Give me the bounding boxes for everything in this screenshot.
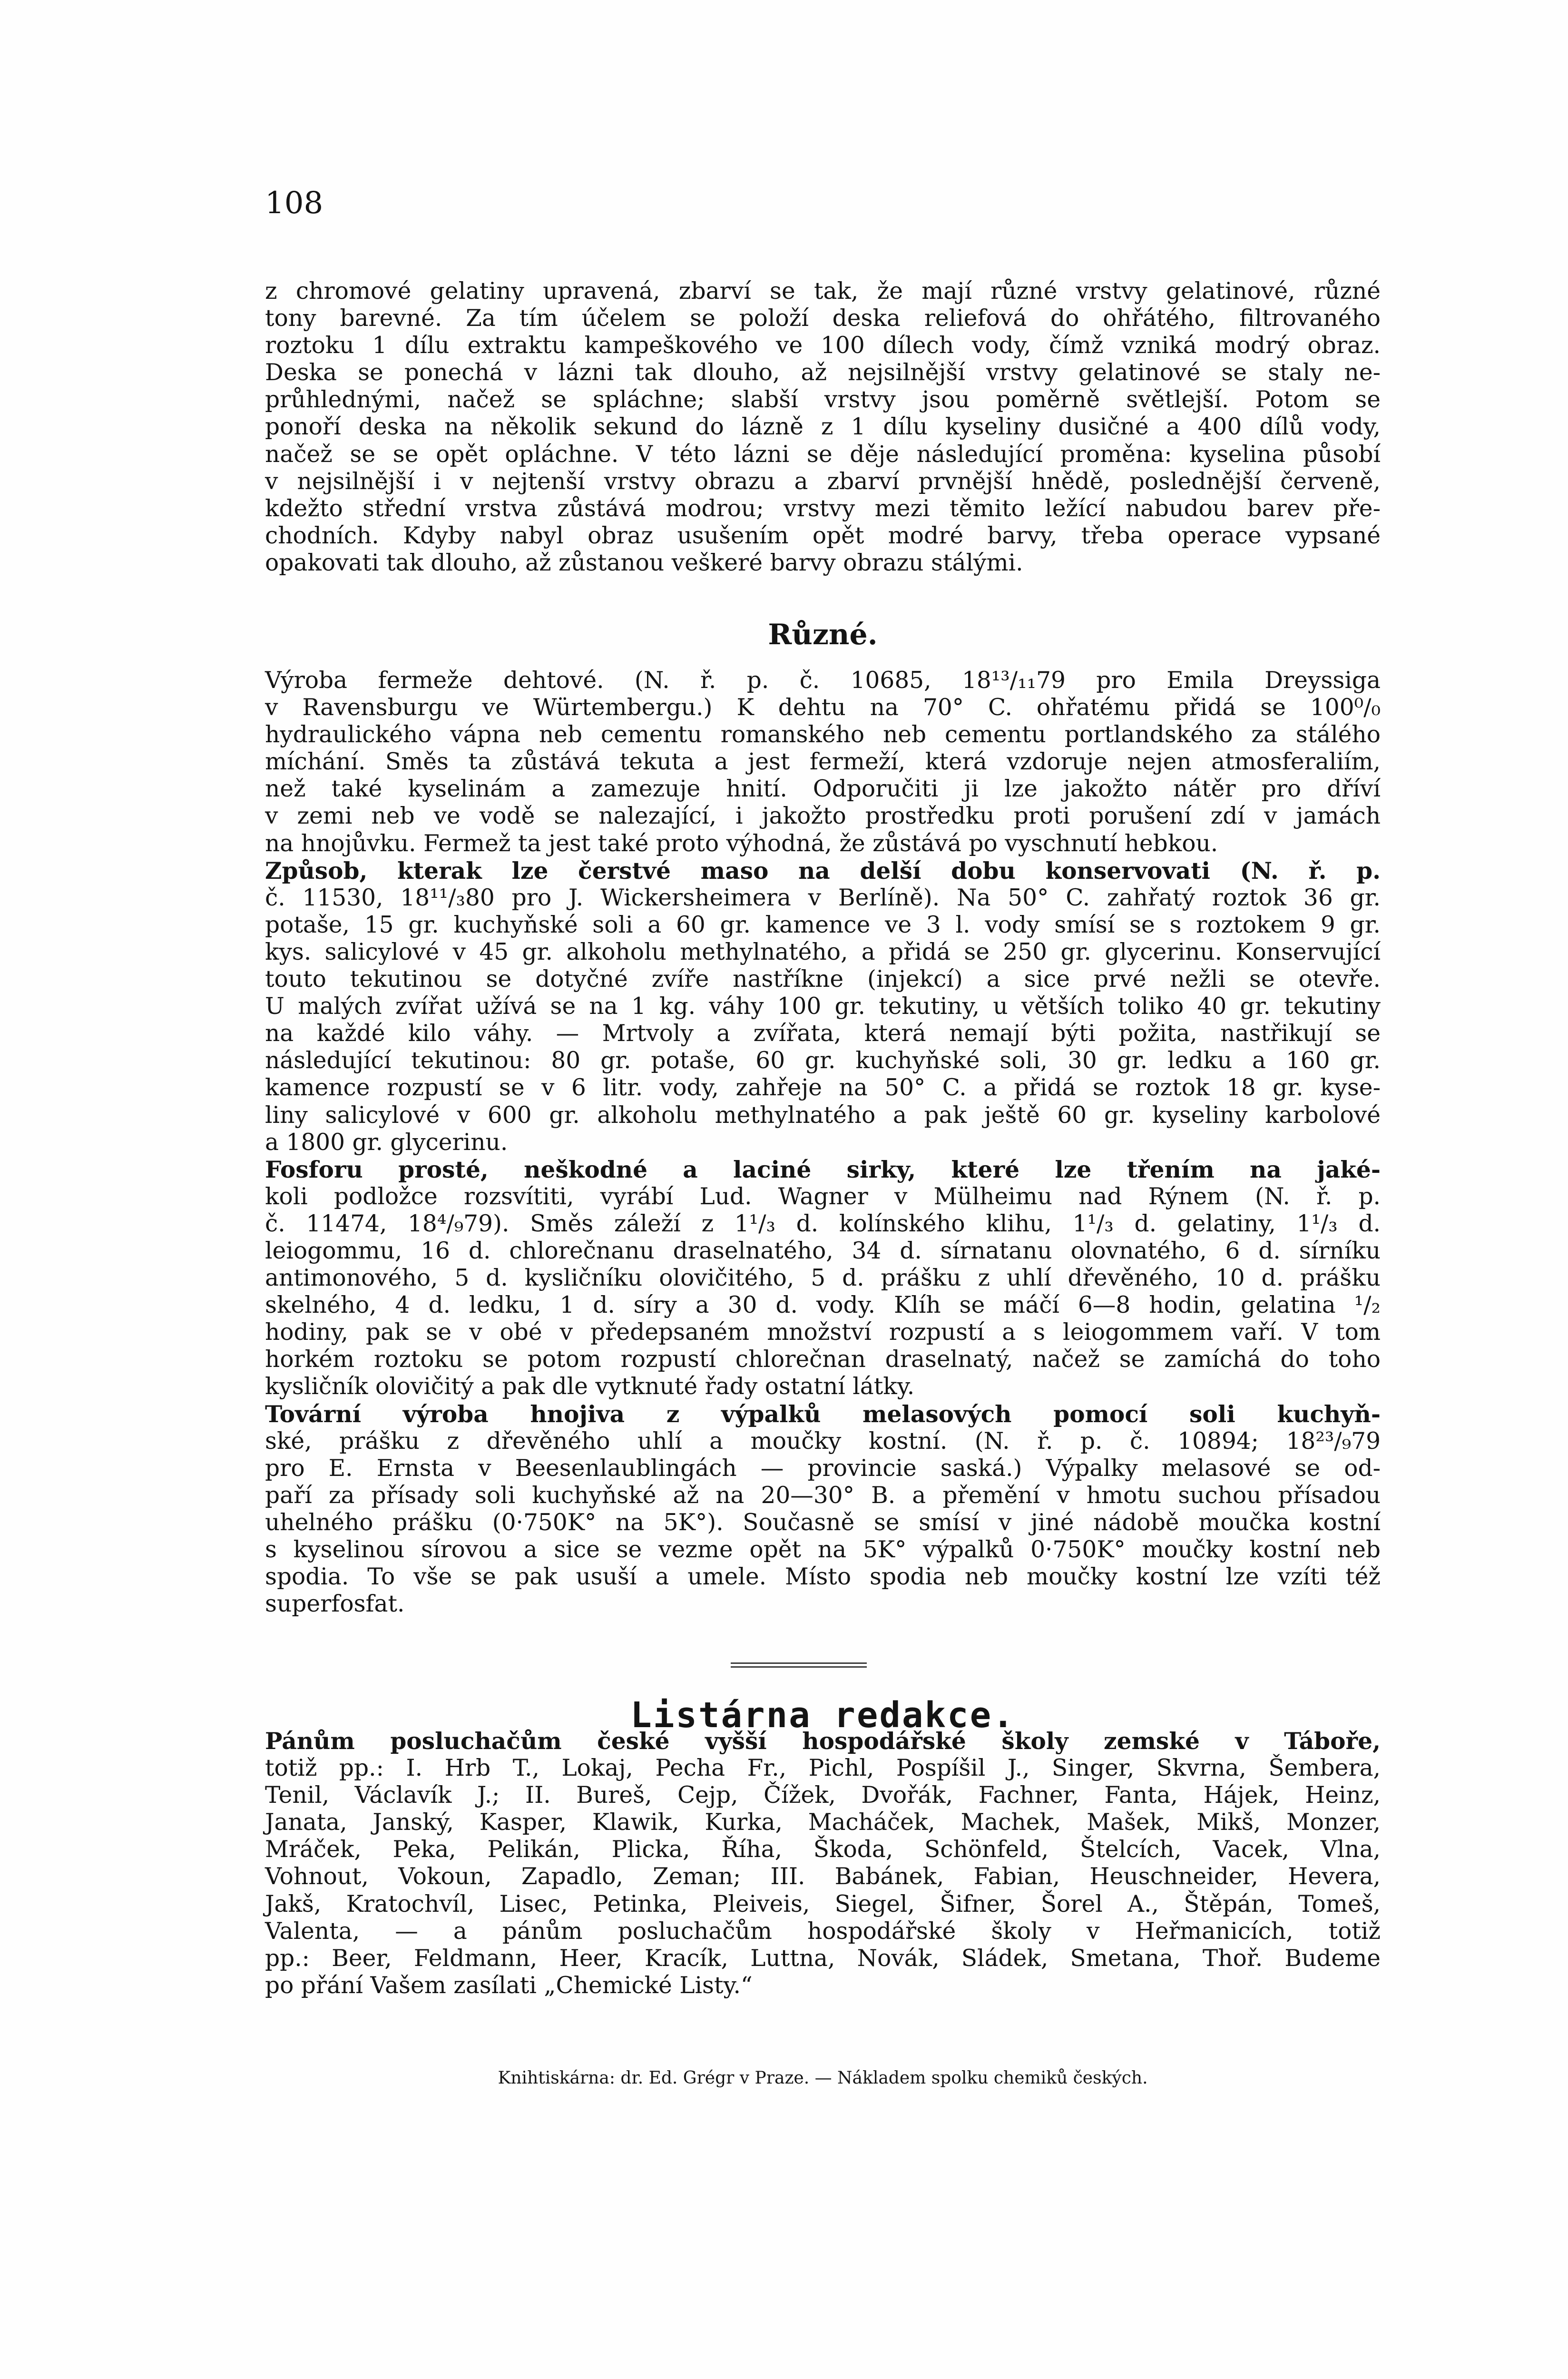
text-line: Pánům posluchačům české vyšší hospodářské školy zemské v Táboře, <box>265 1728 1381 1755</box>
section-letters-text <box>265 1728 1381 1999</box>
text-line: hodiny, pak se v obé v předepsaném množství rozpustí a s leiogommem vaří. V tom <box>265 1319 1381 1346</box>
section-heading-letters: Listárna redakce. <box>630 1695 1015 1736</box>
text-line: kys. salicylové v 45 gr. alkoholu methylnatého, a přidá se 250 gr. glycerinu. Konservující <box>265 938 1381 965</box>
text-line: totiž pp.: I. Hrb T., Lokaj, Pecha Fr., Pichl, Pospíšil J., Singer, Skvrna, Šembera, <box>265 1755 1381 1782</box>
text-line: spodia. To vše se pak usuší a umele. Místo spodia neb moučky kostní lze vzíti též <box>265 1563 1381 1591</box>
text-line: načež se se opět opláchne. V této lázni se děje následující proměna: kyselina působí <box>265 441 1381 468</box>
text-line: pro E. Ernsta v Beesenlaublingách — provincie saská.) Výpalky melasové se od- <box>265 1455 1381 1482</box>
text-line: koli podložce rozsvítiti, vyrábí Lud. Wagner v Mülheimu nad Rýnem (N. ř. p. <box>265 1183 1381 1210</box>
printer-imprint: Knihtiskárna: dr. Ed. Grégr v Praze. — Nákladem spolku chemiků českých. <box>498 2068 1148 2088</box>
text-line: uhelného prášku (0·750K° na 5K°). Současně se smísí v jiné nádobě moučka kostní <box>265 1509 1381 1536</box>
text-line: Fosforu prosté, neškodné a laciné sirky, které lze třením na jaké- <box>265 1156 1381 1183</box>
text-line: než také kyselinám a zamezuje hnití. Odporučiti ji lze jakožto nátěr pro dříví <box>265 776 1381 803</box>
text-line: po přání Vašem zasílati „Chemické Listy.“ <box>265 1972 753 1999</box>
text-line: antimonového, 5 d. kysličníku olovičitého, 5 d. prášku z uhlí dřevěného, 10 d. prášku <box>265 1265 1381 1292</box>
text-line: kysličník olovičitý a pak dle vytknuté řady ostatní látky. <box>265 1373 915 1400</box>
text-line: superfosfat. <box>265 1591 405 1618</box>
text-line: s kyselinou sírovou a sice se vezme opět na 5K° výpalků 0·750K° moučky kostní neb <box>265 1536 1381 1563</box>
text-line: č. 11474, 18⁴/₉79). Směs záleží z 1¹/₃ d. kolínského klihu, 1¹/₃ d. gelatiny, 1¹/₃ d. <box>265 1210 1381 1237</box>
text-line: č. 11530, 18¹¹/₃80 pro J. Wickersheimera v Berlíně). Na 50° C. zahřatý roztok 36 gr. <box>265 884 1381 911</box>
text-line: kdežto střední vrstva zůstává modrou; vrstvy mezi těmito ležící nabudou barev pře- <box>265 495 1381 522</box>
section-heading-various: Různé. <box>768 618 878 651</box>
text-line: liny salicylové v 600 gr. alkoholu methylnatého a pak ještě 60 gr. kyseliny karbolové <box>265 1101 1381 1129</box>
text-line: Valenta, — a pánům posluchačům hospodářské školy v Heřmanicích, totiž <box>265 1917 1381 1945</box>
text-line: Janata, Janský, Kasper, Klawik, Kurka, Macháček, Machek, Mašek, Mikš, Monzer, <box>265 1809 1381 1836</box>
text-line: na každé kilo váhy. — Mrtvoly a zvířata, která nemají býti požita, nastřikují se <box>265 1020 1381 1047</box>
text-line: Mráček, Peka, Pelikán, Plicka, Říha, Škoda, Schönfeld, Štelcích, Vacek, Vlna, <box>265 1836 1381 1863</box>
section-intro-text <box>265 278 1381 577</box>
text-line: Tovární výroba hnojiva z výpalků melasových pomocí soli kuchyň- <box>265 1400 1381 1428</box>
text-line: Deska se ponechá v lázni tak dlouho, až nejsilnější vrstvy gelatinové se staly ne- <box>265 359 1381 386</box>
text-line: v nejsilnější i v nejtenší vrstvy obrazu a zbarví prvnější hnědě, poslednější červeně, <box>265 468 1381 495</box>
text-line: roztoku 1 dílu extraktu kampeškového ve 100 dílech vody, čímž vzniká modrý obraz. <box>265 332 1381 359</box>
section-divider <box>731 1662 867 1669</box>
text-line: na hnojůvku. Fermež ta jest také proto výhodná, že zůstává po vyschnutí hebkou. <box>265 830 1218 857</box>
text-line: potaše, 15 gr. kuchyňské soli a 60 gr. kamence ve 3 l. vody smísí se s roztokem 9 gr. <box>265 911 1381 938</box>
text-line: a 1800 gr. glycerinu. <box>265 1129 508 1156</box>
text-line: v zemi neb ve vodě se nalezající, i jakožto prostředku proti porušení zdí v jamách <box>265 803 1381 830</box>
page-number: 108 <box>265 186 323 221</box>
text-line: kamence rozpustí se v 6 litr. vody, zahřeje na 50° C. a přidá se roztok 18 gr. kyse- <box>265 1074 1381 1101</box>
text-line: v Ravensburgu ve Würtembergu.) K dehtu na 70° C. ohřatému přidá se 100⁰/₀ <box>265 694 1381 721</box>
text-line: opakovati tak dlouho, až zůstanou veškeré barvy obrazu stálými. <box>265 549 1023 576</box>
text-line: paří za přísady soli kuchyňské až na 20—30° B. a přemění v hmotu suchou přísadou <box>265 1482 1381 1509</box>
text-line: pp.: Beer, Feldmann, Heer, Kracík, Luttna, Novák, Sládek, Smetana, Thoř. Budeme <box>265 1945 1381 1972</box>
text-line: chodních. Kdyby nabyl obraz usušením opět modré barvy, třeba operace vypsané <box>265 522 1381 549</box>
text-line: touto tekutinou se dotyčné zvíře nastříkne (injekcí) a sice prvé nežli se otevře. <box>265 966 1381 993</box>
text-line: z chromové gelatiny upravená, zbarví se tak, že mají různé vrstvy gelatinové, různé <box>265 278 1381 305</box>
text-line: horkém roztoku se potom rozpustí chlorečnan draselnatý, načež se zamíchá do toho <box>265 1346 1381 1373</box>
text-line: U malých zvířat užívá se na 1 kg. váhy 100 gr. tekutiny, u větších toliko 40 gr. tekutiny <box>265 993 1381 1020</box>
text-line: leiogommu, 16 d. chlorečnanu draselnatého, 34 d. sírnatanu olovnatého, 6 d. sírníku <box>265 1237 1381 1264</box>
text-line: tony barevné. Za tím účelem se položí deska reliefová do ohřátého, filtrovaného <box>265 305 1381 332</box>
text-line: průhlednými, načež se spláchne; slabší vrstvy jsou poměrně světlejší. Potom se <box>265 386 1381 413</box>
section-various-text <box>265 667 1381 1618</box>
text-line: Výroba fermeže dehtové. (N. ř. p. č. 10685, 18¹³/₁₁79 pro Emila Dreyssiga <box>265 667 1381 694</box>
text-line: skelného, 4 d. ledku, 1 d. síry a 30 d. vody. Klíh se máčí 6—8 hodin, gelatina ¹/₂ <box>265 1292 1381 1319</box>
text-line: ské, prášku z dřevěného uhlí a moučky kostní. (N. ř. p. č. 10894; 18²³/₉79 <box>265 1427 1381 1455</box>
text-line: Tenil, Václavík J.; II. Bureš, Cejp, Čížek, Dvořák, Fachner, Fanta, Hájek, Heinz, <box>265 1782 1381 1809</box>
text-line: Vohnout, Vokoun, Zapadlo, Zeman; III. Babánek, Fabian, Heuschneider, Hevera, <box>265 1863 1381 1890</box>
text-line: hydraulického vápna neb cementu romanského neb cementu portlandského za stálého <box>265 721 1381 748</box>
text-line: míchání. Směs ta zůstává tekuta a jest fermeží, která vzdoruje nejen atmosferaliím, <box>265 748 1381 776</box>
text-line: Jakš, Kratochvíl, Lisec, Petinka, Pleiveis, Siegel, Šifner, Šorel A., Štěpán, Tomeš, <box>265 1890 1381 1917</box>
text-line: ponoří deska na několik sekund do lázně z 1 dílu kyseliny dusičné a 400 dílů vody, <box>265 413 1381 441</box>
text-line: následující tekutinou: 80 gr. potaše, 60 gr. kuchyňské soli, 30 gr. ledku a 160 gr. <box>265 1047 1381 1074</box>
text-line: Způsob, kterak lze čerstvé maso na delší dobu konservovati (N. ř. p. <box>265 857 1381 885</box>
